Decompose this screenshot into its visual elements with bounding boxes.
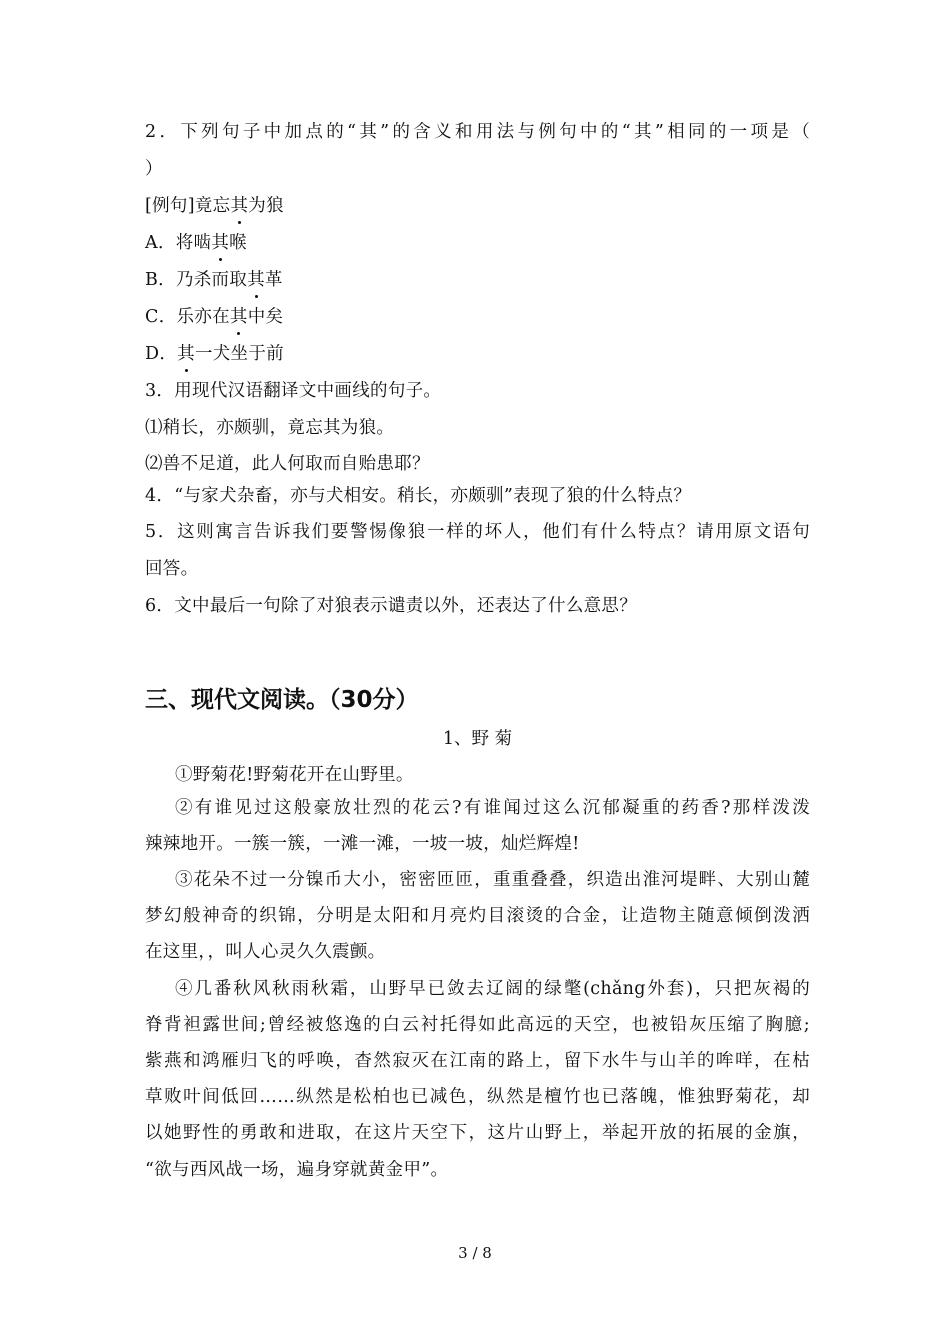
question-5-line-1: 5．这则寓言告诉我们要警惕像狼一样的坏人，他们有什么特点？请用原文语句 bbox=[145, 522, 810, 542]
option-d-dotted-char: 其 bbox=[177, 344, 195, 364]
option-d-suffix: 一犬坐于前 bbox=[194, 344, 284, 364]
option-b bbox=[145, 268, 810, 292]
question-5-line-2: 回答。 bbox=[145, 559, 199, 579]
paragraph-1: ①野菊花!野菊花开在山野里。 bbox=[175, 765, 414, 785]
option-b-suffix: 革 bbox=[264, 270, 283, 290]
paragraph-3-line-3: 在这里，，叫人心灵久久震颤。 bbox=[145, 942, 386, 962]
option-a bbox=[145, 231, 810, 255]
option-a-suffix: 喉 bbox=[229, 233, 247, 253]
option-c-dotted-char: 其 bbox=[229, 307, 248, 327]
paragraph-3-line-1: ③花朵不过一分镍币大小，密密匝匝，重重叠叠，织造出淮河堤畔、大别山麓 bbox=[175, 870, 810, 890]
option-b-prefix: B．乃杀而取 bbox=[145, 270, 248, 290]
option-b-dotted-char: 其 bbox=[247, 270, 265, 290]
paragraph-4-line-2: 脊背袒露世间;曾经被悠逸的白云衬托得如此高远的天空，也被铅灰压缩了胸臆; bbox=[145, 1015, 810, 1035]
question-6: 6．文中最后一句除了对狼表示谴责以外，还表达了什么意思？ bbox=[145, 596, 638, 616]
article-title: 1、野 菊 bbox=[442, 729, 513, 749]
paragraph-4-line-1: ④几番秋风秋雨秋霜，山野早已敛去辽阔的绿氅(chǎng外套)，只把灰褐的 bbox=[175, 979, 810, 999]
question-4: 4．“与家犬杂畜，亦与犬相安。稍长，亦颇驯”表现了狼的什么特点？ bbox=[145, 486, 692, 506]
option-d bbox=[145, 342, 810, 366]
paragraph-2-line-2: 辣辣地开。一簇一簇，一滩一滩，一坡一坡，灿烂辉煌! bbox=[145, 834, 580, 854]
option-c-prefix: C．乐亦在 bbox=[145, 307, 230, 327]
option-a-dotted-char: 其 bbox=[211, 233, 230, 253]
section-heading: 三、现代文阅读。（30分） bbox=[145, 687, 419, 713]
question-2-line-1: 2．下列句子中加点的“其”的含义和用法与例句中的“其”相同的一项是（ bbox=[145, 122, 810, 142]
paragraph-4-line-3: 紫燕和鸿雁归飞的呼唤，杳然寂灭在江南的路上，留下水牛与山羊的哞咩，在枯 bbox=[145, 1051, 810, 1071]
option-c bbox=[145, 305, 810, 329]
page-number: 3 / 8 bbox=[458, 1244, 492, 1262]
example-prefix: [例句]竟忘 bbox=[145, 196, 231, 216]
question-3: 3．用现代汉语翻译文中画线的句子。 bbox=[145, 381, 442, 401]
option-c-suffix: 中矣 bbox=[247, 307, 284, 327]
example-sentence bbox=[145, 194, 810, 218]
paragraph-4-line-5: 以她野性的勇敢和进取，在这片天空下，这片山野上，举起开放的拓展的金旗， bbox=[145, 1123, 810, 1143]
option-a-prefix: A．将啮 bbox=[145, 233, 212, 253]
paragraph-4-line-4: 草败叶间低回……纵然是松柏也已减色，纵然是檀竹也已落魄，惟独野菊花，却 bbox=[145, 1087, 810, 1107]
paragraph-4-line-6: “欲与西风战一场，遍身穿就黄金甲”。 bbox=[145, 1160, 449, 1180]
paragraph-3-line-2: 梦幻般神奇的织锦，分明是太阳和月亮灼目滚烫的合金，让造物主随意倾倒泼洒 bbox=[145, 906, 810, 926]
question-2-line-2: ） bbox=[145, 159, 163, 179]
option-d-prefix: D． bbox=[145, 344, 178, 364]
example-suffix: 为狼 bbox=[248, 196, 284, 216]
paragraph-2-line-1: ②有谁见过这般豪放壮烈的花云?有谁闻过这么沉郁凝重的药香?那样泼泼 bbox=[175, 798, 810, 818]
example-dotted-char: 其 bbox=[230, 196, 249, 216]
question-3-sub-1: ⑴稍长，亦颇驯，竟忘其为狼。 bbox=[145, 418, 395, 438]
question-3-sub-2: ⑵兽不足道，此人何取而自贻患耶？ bbox=[145, 454, 430, 474]
